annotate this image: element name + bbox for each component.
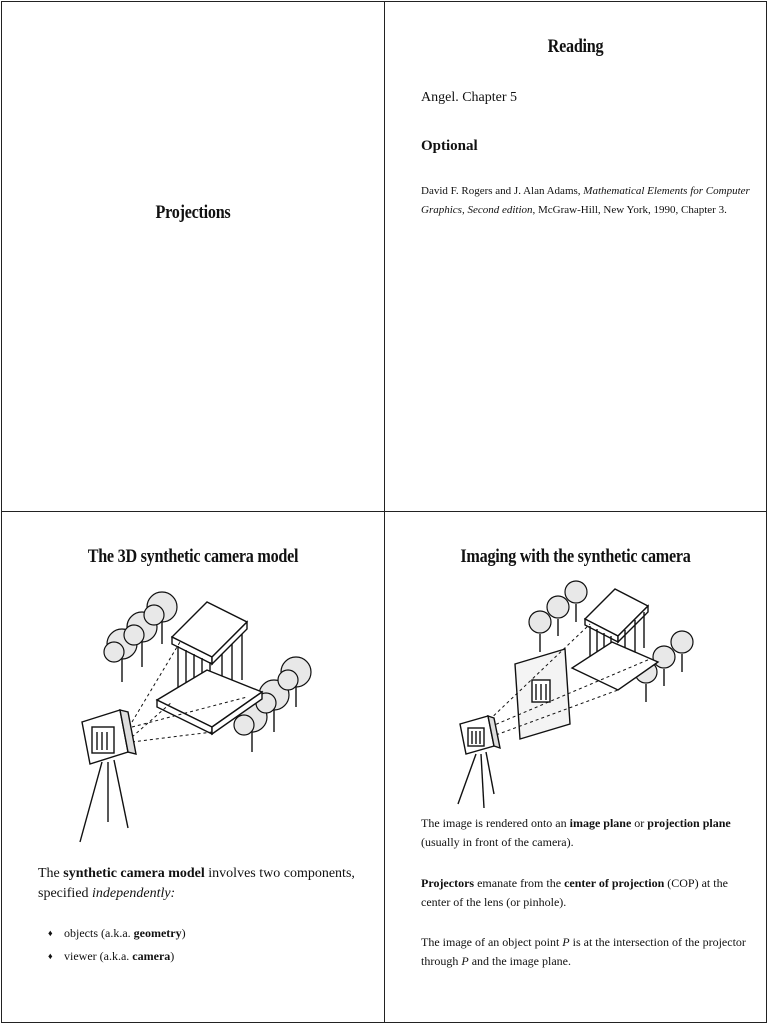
bullet-icon: ♦ <box>48 928 53 938</box>
slide-title: Imaging with the synthetic camera <box>460 546 691 567</box>
slide-projections <box>1 1 385 512</box>
list-item: ♦ objects (a.k.a. geometry) <box>48 926 186 940</box>
camera-icon <box>458 716 500 808</box>
reference-authors: David F. Rogers and J. Alan Adams, <box>421 185 584 197</box>
imaging-illustration <box>450 574 710 814</box>
projectors-text: Projectors emanate from the center of projection (COP) at the center of the lens (or pinhole). <box>421 876 728 909</box>
image-plane-text: The image is rendered onto an image plane or projection plane (usually in front of the camera). <box>421 816 731 849</box>
bullet-icon: ♦ <box>48 951 53 961</box>
tree-icon <box>547 596 569 636</box>
slide-title: The 3D synthetic camera model <box>87 546 299 567</box>
camera-model-illustration <box>62 582 332 852</box>
term-synthetic-camera-model: synthetic camera model <box>63 866 205 881</box>
camera-icon <box>80 710 136 842</box>
tree-icon <box>671 631 693 672</box>
image-plane-icon <box>515 649 570 739</box>
slide-title: Projections <box>155 202 231 223</box>
list-item: ♦ viewer (a.k.a. camera) <box>48 949 175 963</box>
slide-imaging-synthetic-camera <box>384 511 767 1023</box>
slide-reading <box>384 1 767 512</box>
reference-book-title: Mathematical Elements for Computer Graphics, Second edition <box>421 185 750 216</box>
primary-reading: Angel. Chapter 5 <box>421 90 518 105</box>
tree-icon <box>653 646 675 686</box>
image-point-text: The image of an object point P is at the intersection of the projector through P and the image plane. <box>421 935 746 968</box>
optional-reference <box>421 182 751 220</box>
slide-synthetic-camera-model <box>1 511 385 1023</box>
tree-icon <box>565 581 587 622</box>
reference-publisher: , McGraw-Hill, New York, 1990, Chapter 3. <box>532 204 727 216</box>
slide-title: Reading <box>547 36 604 57</box>
optional-heading: Optional <box>421 138 478 154</box>
tree-icon <box>529 611 551 652</box>
intro-text: The synthetic camera model involves two components, specified independently: <box>38 866 355 901</box>
